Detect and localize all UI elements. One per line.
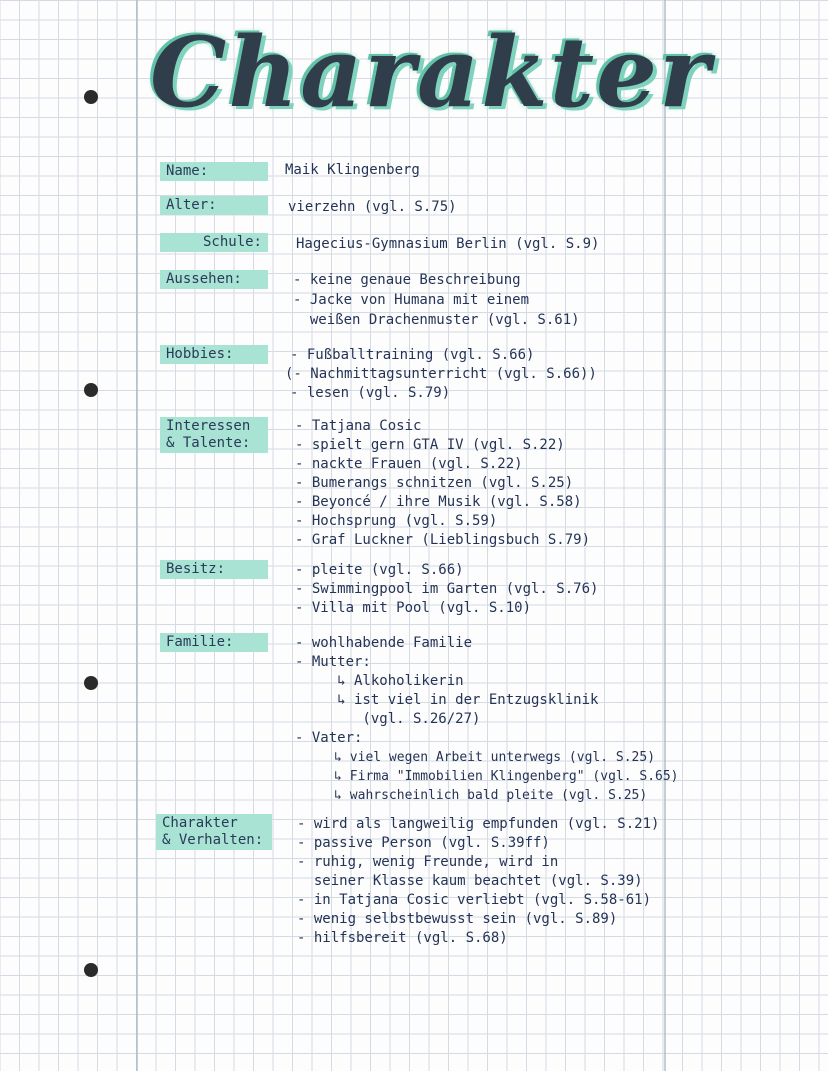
interessen-line: - Tatjana Cosic xyxy=(295,418,422,434)
interessen-line: - Beyoncé / ihre Musik (vgl. S.58) xyxy=(295,494,582,510)
hobbies-line: - Fußballtraining (vgl. S.66) xyxy=(290,347,535,363)
punch-hole xyxy=(84,963,98,977)
label-charakter-line1: Charakter xyxy=(162,815,238,831)
label-schule: Schule: xyxy=(160,233,268,252)
label-charakter-line2: & Verhalten: xyxy=(162,832,264,848)
label-familie: Familie: xyxy=(160,633,268,652)
familie-line: - wohlhabende Familie xyxy=(295,635,473,651)
margin-line-right xyxy=(664,0,666,1071)
familie-line: ↳ wahrscheinlich bald pleite (vgl. S.25) xyxy=(295,788,648,803)
familie-line: ↳ Firma "Immobilien Klingenberg" (vgl. S.65) xyxy=(295,769,679,784)
label-interessen-line2: & Talente: xyxy=(166,435,251,451)
hobbies-line: - lesen (vgl. S.79) xyxy=(290,385,451,401)
page-title: Charakter xyxy=(150,16,712,129)
punch-hole xyxy=(84,383,98,397)
value-name: Maik Klingenberg xyxy=(285,162,420,178)
charakter-line: - ruhig, wenig Freunde, wird in xyxy=(297,854,559,870)
interessen-line: - Bumerangs schnitzen (vgl. S.25) xyxy=(295,475,574,491)
label-besitz: Besitz: xyxy=(160,560,268,579)
hobbies-line: (- Nachmittagsunterricht (vgl. S.66)) xyxy=(285,366,597,382)
charakter-line: - in Tatjana Cosic verliebt (vgl. S.58-61) xyxy=(297,892,652,908)
label-interessen xyxy=(160,417,268,453)
familie-line: ↳ viel wegen Arbeit unterwegs (vgl. S.25) xyxy=(295,750,656,765)
charakter-line: - passive Person (vgl. S.39ff) xyxy=(297,835,550,851)
besitz-line: - Swimmingpool im Garten (vgl. S.76) xyxy=(295,581,599,597)
value-alter: vierzehn (vgl. S.75) xyxy=(288,199,457,215)
charakter-line: - wird als langweilig empfunden (vgl. S.21) xyxy=(297,816,660,832)
margin-line-left xyxy=(136,0,138,1071)
label-name: Name: xyxy=(160,162,268,181)
familie-line: - Mutter: xyxy=(295,654,371,670)
label-aussehen: Aussehen: xyxy=(160,270,268,289)
charakter-line: - hilfsbereit (vgl. S.68) xyxy=(297,930,508,946)
label-hobbies: Hobbies: xyxy=(160,345,268,364)
charakter-line: seiner Klasse kaum beachtet (vgl. S.39) xyxy=(297,873,643,889)
aussehen-line: - keine genaue Beschreibung xyxy=(293,272,521,288)
interessen-line: - nackte Frauen (vgl. S.22) xyxy=(295,456,523,472)
familie-line: (vgl. S.26/27) xyxy=(295,711,481,727)
aussehen-line: weißen Drachenmuster (vgl. S.61) xyxy=(293,312,580,328)
familie-line: ↳ ist viel in der Entzugsklinik xyxy=(295,692,599,708)
besitz-line: - pleite (vgl. S.66) xyxy=(295,562,464,578)
punch-hole xyxy=(84,676,98,690)
familie-line: ↳ Alkoholikerin xyxy=(295,673,464,689)
familie-line: - Vater: xyxy=(295,730,363,746)
punch-hole xyxy=(84,90,98,104)
besitz-line: - Villa mit Pool (vgl. S.10) xyxy=(295,600,532,616)
label-alter: Alter: xyxy=(160,196,268,215)
aussehen-line: - Jacke von Humana mit einem xyxy=(293,292,530,308)
value-schule: Hagecius-Gymnasium Berlin (vgl. S.9) xyxy=(296,236,600,252)
interessen-line: - spielt gern GTA IV (vgl. S.22) xyxy=(295,437,565,453)
interessen-line: - Graf Luckner (Lieblingsbuch S.79) xyxy=(295,532,591,548)
interessen-line: - Hochsprung (vgl. S.59) xyxy=(295,513,498,529)
label-interessen-line1: Interessen xyxy=(166,418,251,434)
label-charakter xyxy=(156,814,272,850)
charakter-line: - wenig selbstbewusst sein (vgl. S.89) xyxy=(297,911,618,927)
